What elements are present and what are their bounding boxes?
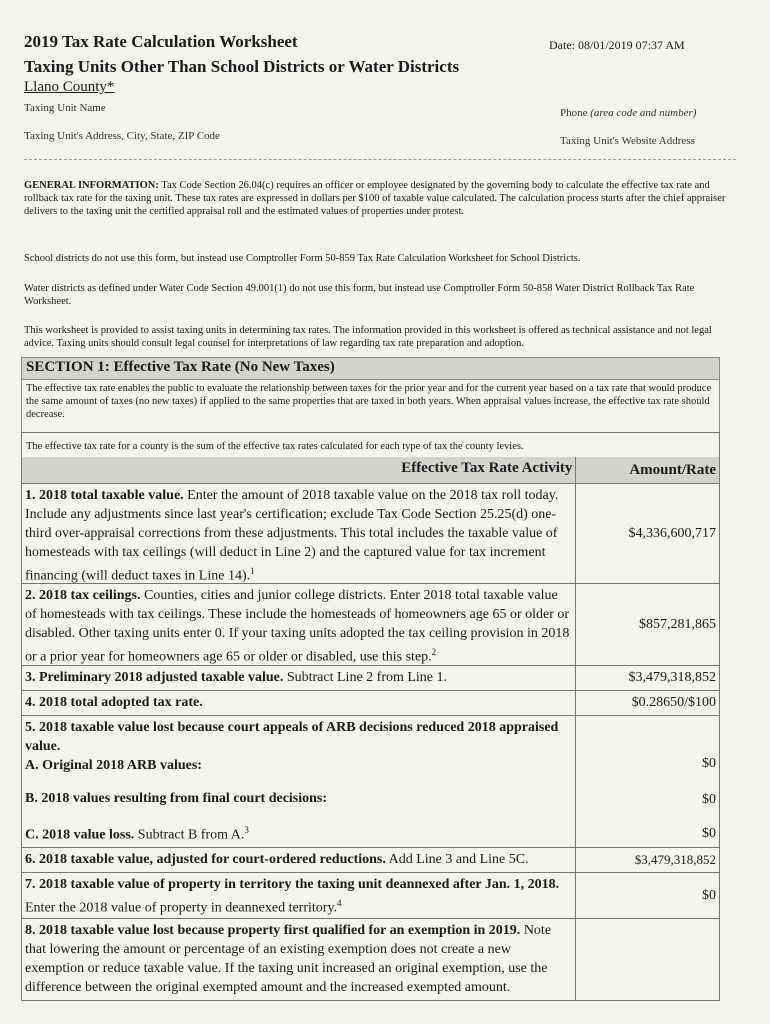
table-header <box>22 457 719 483</box>
table-row <box>22 665 719 690</box>
line8-value <box>576 919 719 1000</box>
line3-description: 3. Preliminary 2018 adjusted taxable value. Subtract Line 2 from Line 1. <box>22 666 576 690</box>
line7-description: 7. 2018 taxable value of property in territory the taxing unit deannexed after Jan. 1, 2018. Enter the 2018 value of property in deannexed territory.$^4$ <box>22 873 576 918</box>
school-district-note: School districts do not use this form, but instead use Comptroller Form 50-859 Tax Rate Calculation Worksheet for School Districts. <box>24 253 581 264</box>
worksheet-subtitle: Taxing Units Other Than School Districts or Water Districts <box>24 57 460 76</box>
effective-tax-rate-table <box>21 432 720 1001</box>
section1-title: SECTION 1: Effective Tax Rate (No New Taxes) <box>21 357 720 380</box>
line2-description: 2. 2018 tax ceilings. Counties, cities and junior college districts. Enter 2018 total taxable value of homesteads with tax ceilings. These include the homesteads of homeowners age 65 or older or disabled. Other taxing units enter 0. If your taxing units adopted the tax ceiling provision in 2018 or a prior year for homeowners age 65 or older or disabled, use this step.$^2$ <box>22 584 576 665</box>
table-row <box>22 872 719 918</box>
address-label: Taxing Unit's Address, City, State, ZIP Code <box>24 130 220 142</box>
line2-value: $857,281,865 <box>639 616 716 632</box>
section1-intro: The effective tax rate enables the public to evaluate the relationship between taxes for the prior year and for the current year based on a tax rate that would produce the same amount of taxes (no new taxes) if applied to the same properties that are taxed in both years. When appraisal values increase, the effective tax rate should decrease. <box>21 380 720 432</box>
line5b-value: $0 <box>702 792 716 807</box>
date-stamp: Date: 08/01/2019 07:37 AM <box>549 38 685 52</box>
amount-column-header: Amount/Rate <box>629 461 716 478</box>
line3-value: $3,479,318,852 <box>628 670 716 685</box>
worksheet-title: 2019 Tax Rate Calculation Worksheet <box>24 32 298 51</box>
line5a-value: $0 <box>702 756 716 771</box>
header-divider <box>24 159 736 160</box>
line1-description: 1. 2018 total taxable value. Enter the amount of 2018 taxable value on the 2018 tax roll today. Include any adjustments since last year's certification; exclude Tax Code Section 25.25(d) one-third over-appraisal corrections from these adjustments. This total includes the taxable value of homesteads with tax ceilings (will deduct in Line 2) and the captured value for tax increment financing (will deduct taxes in Line 14).$^1$ <box>22 484 576 583</box>
line5-description: 5. 2018 taxable value lost because court appeals of ARB decisions reduced 2018 appraised value. A. Original 2018 ARB values: B. 2018 values resulting from final court decisions: C. 2018 value loss. Subtract B from A.$^3$ <box>22 716 576 847</box>
line7-value: $0 <box>702 887 716 903</box>
phone-label: Phone (area code and number) <box>560 107 697 119</box>
table-row <box>22 847 719 872</box>
assistance-note: This worksheet is provided to assist taxing units in determining tax rates. The information provided in this worksheet is offered as technical assistance and not legal advice. Taxing units should consult legal counsel for interpretations of law regarding tax rate preparation and adoption. <box>24 325 712 349</box>
line5a-label: A. Original 2018 ARB values: <box>25 758 202 773</box>
line6-value: $3,479,318,852 <box>634 852 716 867</box>
general-information: GENERAL INFORMATION: Tax Code Section 26.04(c) requires an officer or employee designated by the governing body to calculate the effective tax rate and rollback tax rate for the taxing unit. These tax rates are expressed in dollars per $100 of taxable value calculated. The calculation process starts after the chief appraiser delivers to the taxing unit the certified appraisal roll and the estimated values of properties under protest. <box>24 180 726 217</box>
website-label: Taxing Unit's Website Address <box>560 135 695 147</box>
line5c-label: C. 2018 value loss. Subtract B from A.$^3$ <box>25 825 249 843</box>
line1-value: $4,336,600,717 <box>628 525 716 541</box>
line5c-value: $0 <box>702 826 716 841</box>
water-district-note: Water districts as defined under Water Code Section 49.001(1) do not use this form, but instead use Comptroller Form 50-858 Water District Rollback Tax Rate Worksheet. <box>24 283 695 307</box>
activity-column-header: Effective Tax Rate Activity <box>22 457 576 483</box>
table-row <box>22 690 719 715</box>
line5b-label: B. 2018 values resulting from final court decisions: <box>25 791 328 807</box>
section1-county-note: The effective tax rate for a county is the sum of the effective tax rates calculated for each type of tax the county levies. <box>26 441 524 452</box>
county-name: Llano County* <box>24 79 115 95</box>
taxing-unit-name-label: Taxing Unit Name <box>24 102 106 114</box>
table-row <box>22 918 719 1000</box>
line6-description: 6. 2018 taxable value, adjusted for court-ordered reductions. Add Line 3 and Line 5C. <box>22 848 576 872</box>
table-row <box>22 715 719 847</box>
line8-description: 8. 2018 taxable value lost because property first qualified for an exemption in 2019. Note that lowering the amount or percentage of an existing exemption does not create a new exemption or reduce taxable value. If the taxing unit increased an original exemption, use the difference between the original exempted amount and the increased exempted amount. <box>22 919 576 1000</box>
table-row <box>22 483 719 583</box>
line4-description: 4. 2018 total adopted tax rate. <box>22 691 576 715</box>
line4-value: $0.28650/$100 <box>631 695 716 710</box>
table-row <box>22 583 719 665</box>
